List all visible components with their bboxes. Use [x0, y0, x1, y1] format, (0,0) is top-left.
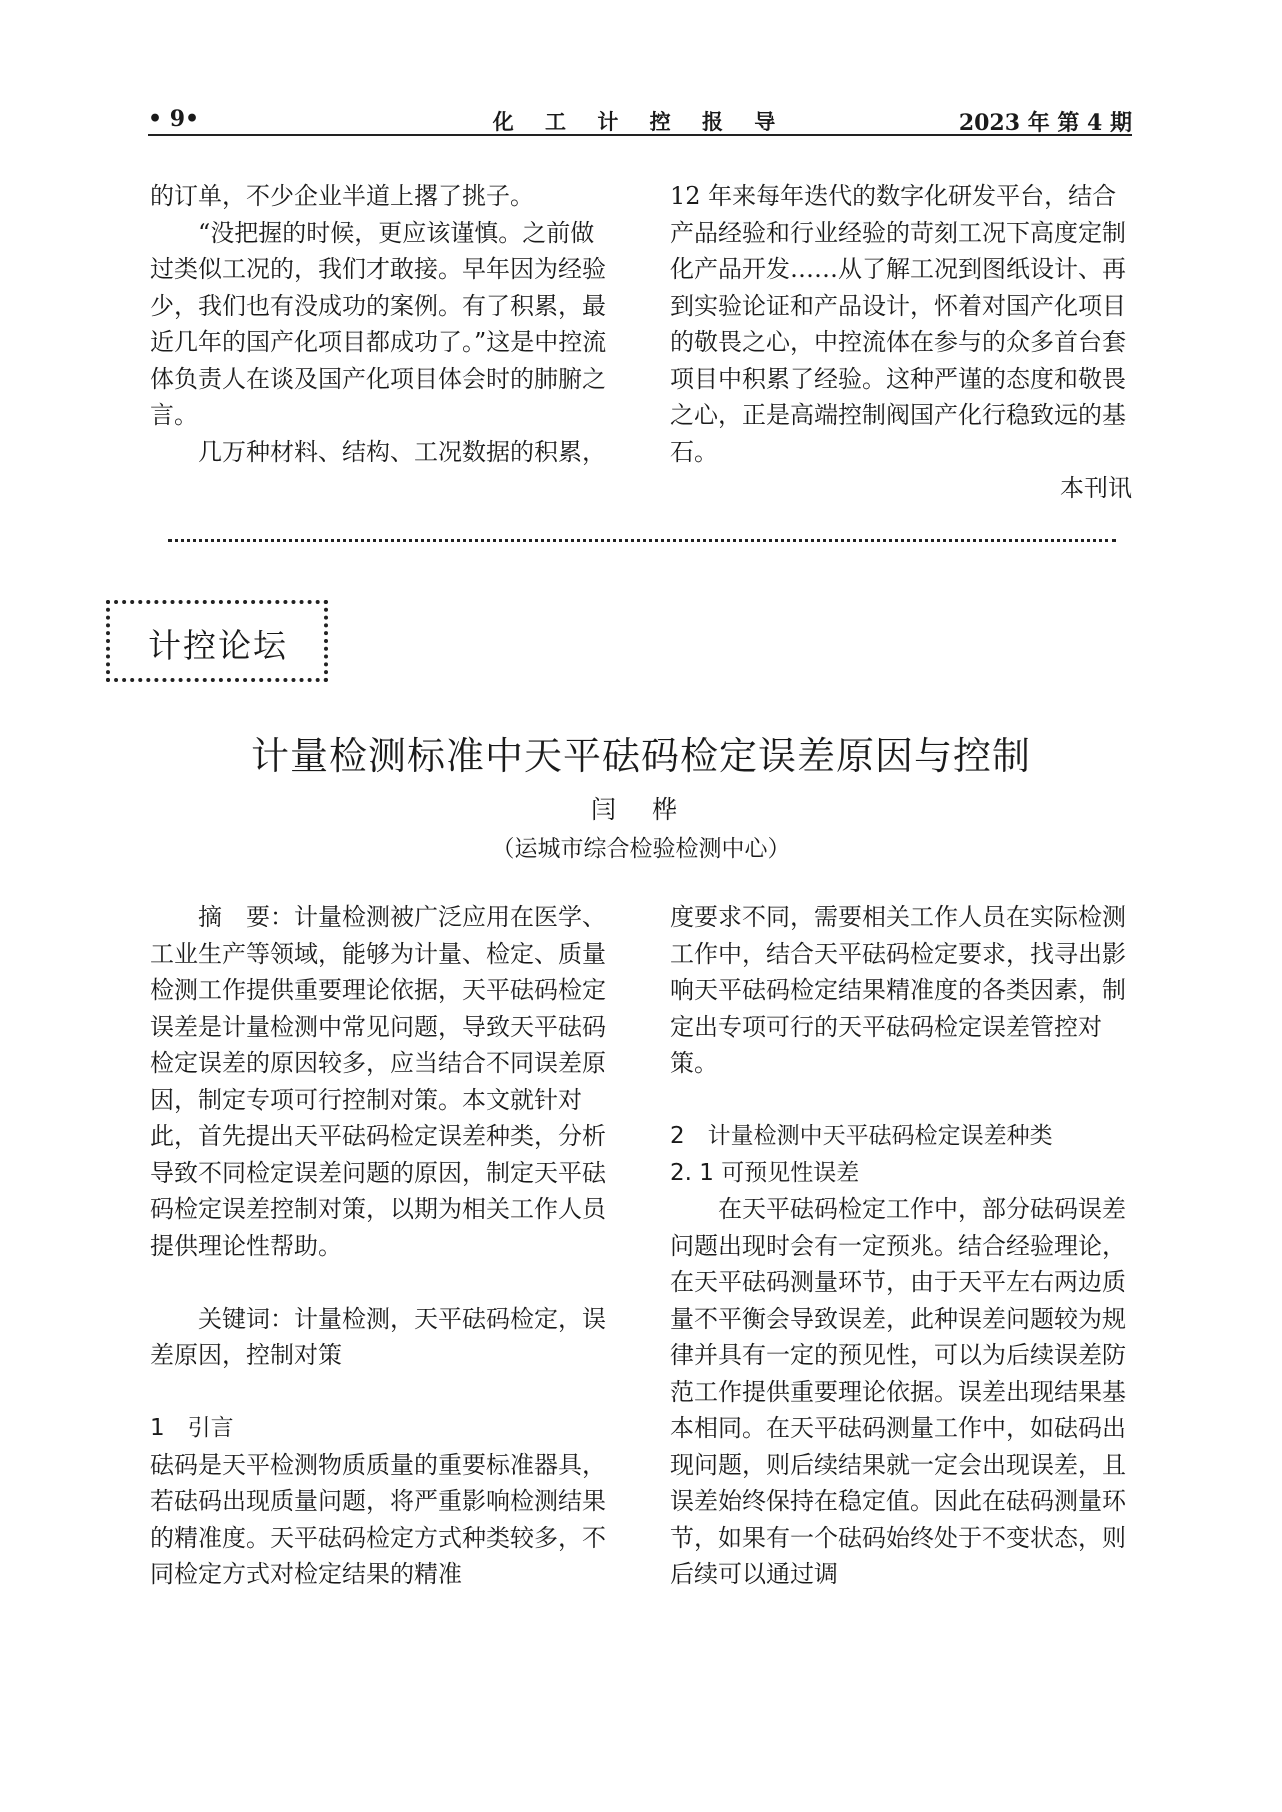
article-author: 闫 桦	[591, 795, 691, 824]
paragraph: 在天平砝码检定工作中，部分砝码误差问题出现时会有一定预兆。结合经验理论，在天平砝码测量环节，由于天平左右两边质量不平衡会导致误差，此种误差问题较为规律并具有一定的预见性，可以为后续误差防范工作提供重要理论依据。误差出现结果基本相同。在天平砝码测量工作中，如砝码出现问题，则后续结果就一定会出现误差，且误差始终保持在稳定值。因此在砝码测量环节，如果有一个砝码始终处于不变状态，则后续可以通过调	[670, 1195, 1126, 1588]
article-signoff: 本刊讯	[1060, 474, 1132, 502]
article-left-column	[150, 899, 612, 1593]
paragraph: 砝码是天平检测物质质量的重要标准器具，若砝码出现质量问题，将严重影响检测结果的精准度。天平砝码检定方式种类较多，不同检定方式对检定结果的精准	[150, 1450, 606, 1588]
paragraph: “没把握的时候，更应该谨慎。之前做过类似工况的，我们才敢接。早年因为经验少，我们也有没成功的案例。有了积累，最近几年的国产化项目都成功了。”这是中控流体负责人在谈及国产化项目体会时的肺腑之言。	[150, 218, 607, 429]
section-heading: 1 引言	[150, 1415, 234, 1441]
paragraph: 几万种材料、结构、工况数据的积累，	[198, 437, 606, 466]
issue-label: 2023 年 第 4 期	[958, 110, 1132, 136]
section-heading: 2 计量检测中天平砝码检定误差种类	[670, 1123, 1053, 1149]
author-affiliation: （运城市综合检验检测中心）	[491, 836, 791, 862]
keywords: 关键词：计量检测，天平砝码检定，误差原因，控制对策	[150, 1304, 606, 1369]
running-header	[148, 104, 1132, 136]
journal-name: 化 工 计 控 报 导	[492, 109, 788, 134]
section-label: 计控论坛	[148, 626, 288, 665]
article-right-column	[670, 899, 1132, 1593]
article-title: 计量检测标准中天平砝码检定误差原因与控制	[250, 734, 1031, 778]
subsection-heading: 2. 1 可预见性误差	[670, 1159, 860, 1186]
article-separator	[168, 539, 1116, 542]
section-label-box	[106, 600, 328, 682]
page-number: • 9•	[148, 106, 200, 132]
abstract: 摘 要：计量检测被广泛应用在医学、工业生产等领域，能够为计量、检定、质量检测工作提供重要理论依据，天平砝码检定误差是计量检测中常见问题，导致天平砝码检定误差的原因较多，应当结合不同误差原因，制定专项可行控制对策。本文就针对此，首先提出天平砝码检定误差种类，分析导致不同检定误差问题的原因，制定天平砝码检定误差控制对策，以期为相关工作人员提供理论性帮助。	[150, 903, 606, 1260]
paragraph: 的订单，不少企业半道上撂了挑子。	[150, 182, 534, 210]
previous-article-right-column	[670, 178, 1132, 507]
previous-article-left-column	[150, 178, 612, 470]
paragraph: 度要求不同，需要相关工作人员在实际检测工作中，结合天平砝码检定要求，找寻出影响天平砝码检定结果精准度的各类因素，制定出专项可行的天平砝码检定误差管控对策。	[670, 903, 1126, 1077]
paragraph: 12 年来每年迭代的数字化研发平台，结合产品经验和行业经验的苛刻工况下高度定制化产品开发……从了解工况到图纸设计、再到实验论证和产品设计，怀着对国产化项目的敬畏之心，中控流体在参与的众多首台套项目中积累了经验。这种严谨的态度和敬畏之心，正是高端控制阀国产化行稳致远的基石。	[670, 182, 1126, 466]
